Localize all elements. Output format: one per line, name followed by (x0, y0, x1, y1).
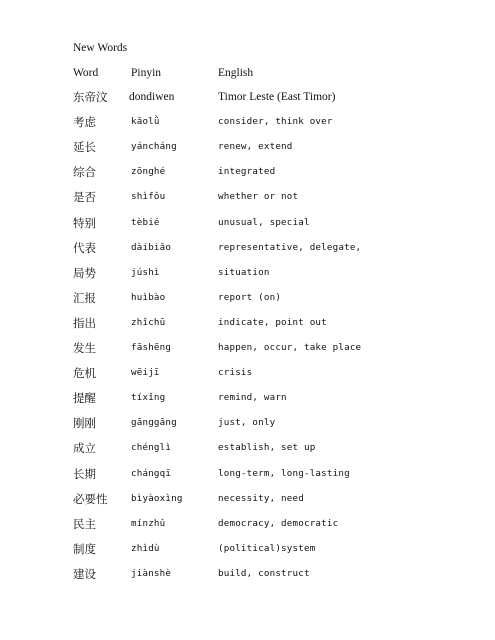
table-row (0, 289, 495, 307)
word-cell: 制度 (73, 541, 96, 556)
table-row (0, 264, 495, 282)
english-cell: renew, extend (218, 141, 293, 153)
pinyin-cell: zhìdù (131, 542, 160, 554)
pinyin-cell: chángqī (131, 467, 172, 479)
english-cell: remind, warn (218, 392, 287, 404)
english-cell: happen, occur, take place (218, 342, 362, 353)
table-row (0, 565, 495, 583)
table-row (0, 214, 495, 232)
word-cell: 必要性 (73, 491, 108, 506)
table-row (0, 314, 495, 332)
word-cell: 刚刚 (73, 416, 96, 431)
english-cell: necessity, need (218, 492, 304, 504)
table-row (0, 439, 495, 457)
word-cell: 建设 (73, 566, 96, 581)
table-row (0, 163, 495, 181)
word-cell: 发生 (73, 341, 96, 355)
pinyin-cell: júshì (131, 266, 160, 278)
pinyin-cell: fāshēng (131, 342, 172, 353)
pinyin-cell: kǎolǜ (131, 116, 160, 128)
table-row (0, 389, 495, 407)
english-cell: Timor Leste (East Timor) (218, 91, 336, 103)
page-title: New Words (73, 42, 128, 54)
table-row (0, 188, 495, 206)
english-cell: integrated (218, 166, 276, 178)
table-row (0, 138, 495, 156)
pinyin-cell: mínzhǔ (131, 517, 166, 529)
english-cell: representative, delegate, (218, 241, 362, 253)
column-header-english: English (218, 67, 254, 79)
word-cell: 长期 (73, 466, 96, 481)
pinyin-cell: gānggāng (131, 417, 177, 429)
pinyin-cell: tíxǐng (131, 392, 166, 404)
word-cell: 汇报 (73, 290, 96, 305)
english-cell: report (on) (218, 291, 282, 303)
pinyin-cell: jiànshè (131, 567, 172, 579)
pinyin-cell: dondiwen (129, 91, 175, 103)
word-cell: 危机 (73, 366, 96, 381)
english-cell: crisis (218, 367, 253, 379)
pinyin-cell: shìfǒu (131, 191, 166, 203)
table-row (0, 239, 495, 257)
word-cell: 指出 (73, 315, 96, 330)
word-cell: 代表 (73, 240, 96, 255)
pinyin-cell: zhǐchū (131, 316, 166, 328)
pinyin-cell: yáncháng (131, 141, 177, 153)
word-cell: 提醒 (73, 391, 96, 406)
english-cell: long-term, long-lasting (218, 467, 350, 479)
pinyin-cell: chénglì (131, 442, 172, 454)
word-cell: 综合 (73, 165, 96, 180)
table-row (0, 414, 495, 432)
english-cell: unusual, special (218, 216, 310, 228)
pinyin-cell: huìbào (131, 291, 166, 303)
table-row (0, 465, 495, 483)
column-header-word: Word (73, 67, 99, 79)
word-cell: 民主 (73, 516, 96, 531)
table-row (0, 364, 495, 382)
pinyin-cell: dàibiǎo (131, 241, 172, 253)
word-cell: 是否 (73, 190, 96, 205)
english-cell: indicate, point out (218, 316, 327, 328)
english-cell: consider, think over (218, 116, 333, 128)
table-row (0, 88, 495, 106)
pinyin-cell: wēijī (131, 367, 160, 379)
column-header-pinyin: Pinyin (131, 67, 162, 79)
table-row (0, 540, 495, 558)
word-cell: 局势 (73, 265, 96, 280)
english-cell: democracy, democratic (218, 517, 339, 529)
pinyin-cell: tèbié (131, 216, 160, 228)
pinyin-cell: bìyàoxìng (131, 492, 183, 504)
word-cell: 成立 (73, 441, 96, 456)
table-row (0, 113, 495, 131)
english-cell: just, only (218, 417, 276, 429)
word-cell: 延长 (73, 140, 96, 155)
word-cell: 特别 (73, 215, 96, 230)
english-cell: build, construct (218, 567, 310, 579)
table-row (0, 490, 495, 508)
pinyin-cell: zōnghé (131, 166, 166, 178)
word-cell: 考虑 (73, 115, 96, 130)
english-cell: establish, set up (218, 442, 316, 454)
english-cell: (political)system (218, 542, 316, 554)
word-cell: 东帝汶 (73, 90, 108, 104)
english-cell: situation (218, 266, 270, 278)
table-row (0, 515, 495, 533)
english-cell: whether or not (218, 191, 299, 203)
table-row (0, 339, 495, 357)
